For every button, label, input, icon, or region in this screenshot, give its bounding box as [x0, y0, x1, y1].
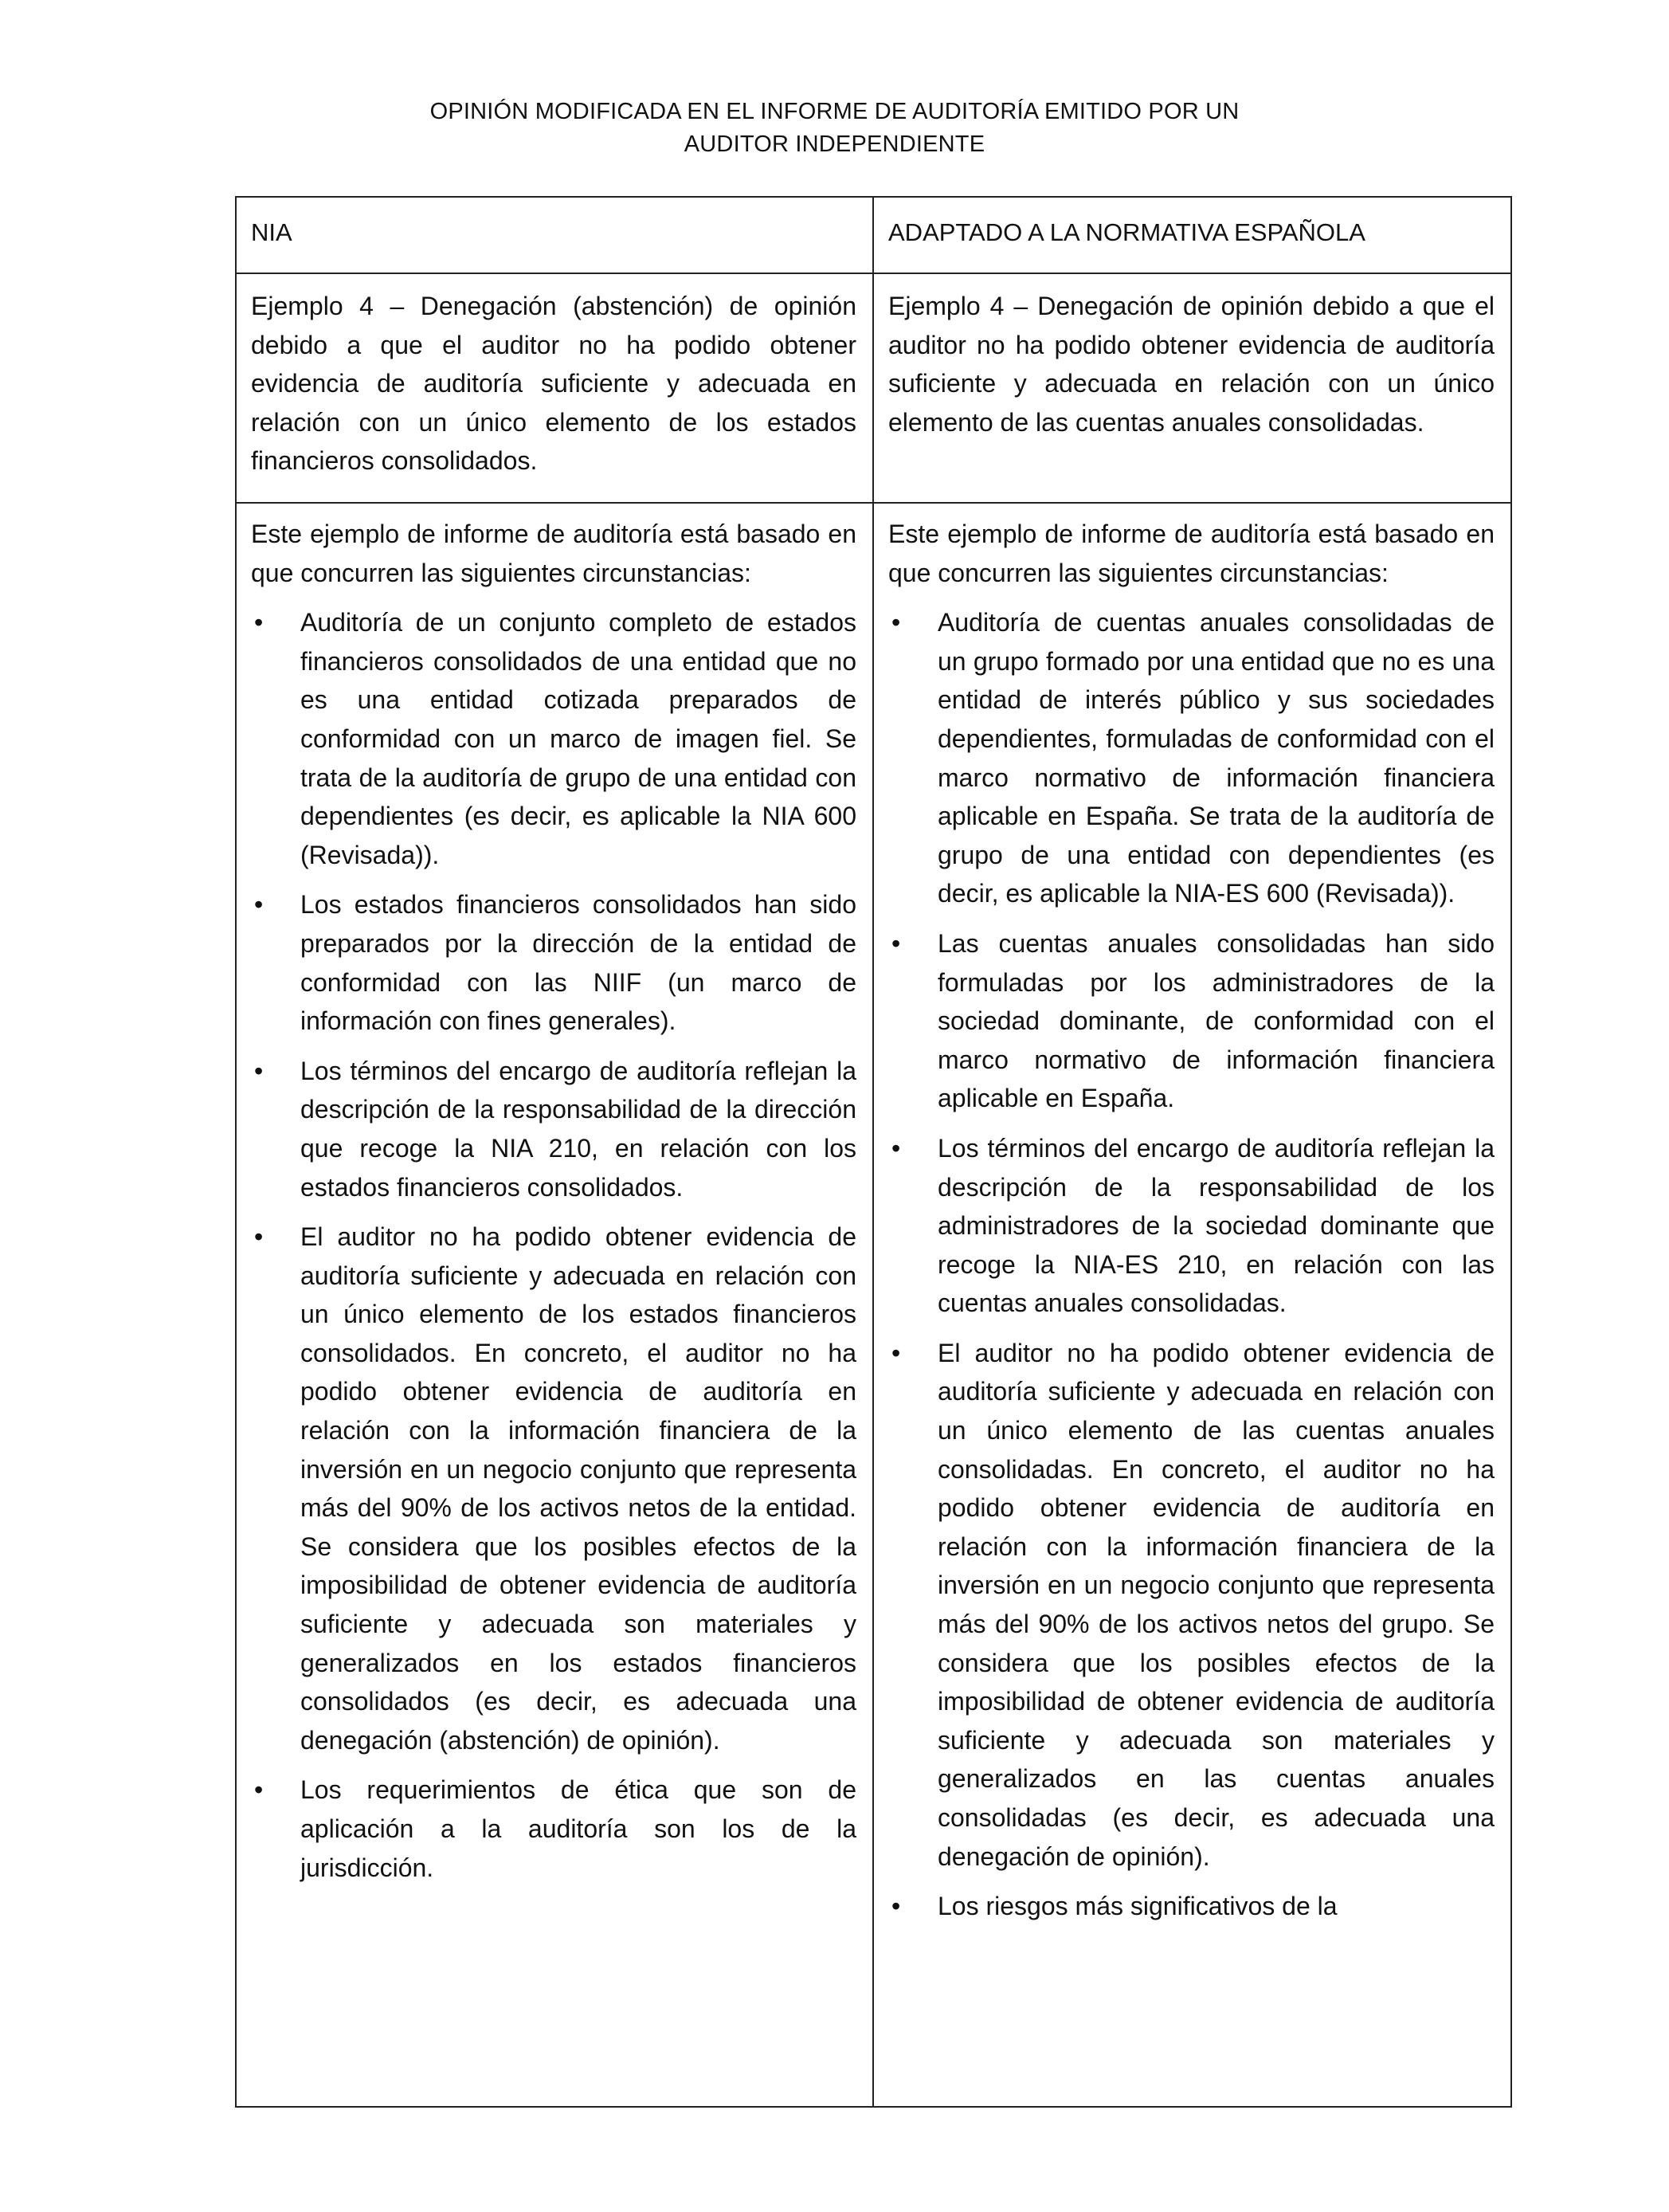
bullet-icon: •	[891, 1133, 901, 1163]
list-item	[888, 924, 1495, 1118]
list-item-text: Los términos del encargo de auditoría reflejan la descripción de la responsabilidad de los administradores de la sociedad dominante que recoge la NIA-ES 210, en relación con las cuentas anuales consolidadas.	[938, 1133, 1495, 1318]
list-item-text: Los requerimientos de ética que son de aplicación a la auditoría son los de la jurisdicción.	[300, 1775, 856, 1882]
header-cell-adaptado: ADAPTADO A LA NORMATIVA ESPAÑOLA	[873, 197, 1511, 273]
bullet-icon: •	[254, 890, 264, 920]
intro-paragraph-left: Este ejemplo de informe de auditoría está basado en que concurren las siguientes circunstancias:	[251, 520, 856, 587]
bullet-icon: •	[891, 928, 901, 958]
list-item	[888, 1887, 1495, 1926]
bullet-icon: •	[891, 1892, 901, 1921]
example-title-left: Ejemplo 4 – Denegación (abstención) de opinión debido a que el auditor no ha podido obtener evidencia de auditoría suficiente y adecuada en relación con un único elemento de los estados financieros consolidados.	[236, 273, 873, 503]
bullet-icon: •	[254, 1222, 264, 1252]
bullet-icon: •	[254, 1775, 264, 1805]
circumstances-row	[236, 503, 1511, 2107]
list-item-text: Los términos del encargo de auditoría reflejan la descripción de la responsabilidad de la dirección que recoge la NIA 210, en relación con los estados financieros consolidados.	[300, 1056, 856, 1202]
list-item	[888, 1129, 1495, 1323]
list-item-text: Auditoría de un conjunto completo de estados financieros consolidados de una entidad que no es una entidad cotizada preparados de conformidad con un marco de imagen fiel. Se trata de la auditoría de grupo de una entidad con dependientes (es decir, es aplicable la NIA 600 (Revisada)).	[300, 608, 856, 869]
bullet-list-left	[251, 603, 856, 1887]
comparison-table	[235, 196, 1512, 2108]
circumstances-left	[236, 503, 873, 2107]
header-line-2: AUDITOR INDEPENDIENTE	[684, 131, 985, 157]
list-item	[251, 603, 856, 874]
bullet-icon: •	[254, 1056, 264, 1085]
circumstances-right	[873, 503, 1511, 2107]
page-header	[0, 96, 1669, 161]
list-item-text: Auditoría de cuentas anuales consolidadas de un grupo formado por una entidad que no es una entidad de interés público y sus sociedades dependientes, formuladas de conformidad con el marco normativo de información financiera aplicable en España. Se trata de la auditoría de grupo de una entidad con dependientes (es decir, es aplicable la NIA-ES 600 (Revisada)).	[938, 608, 1495, 908]
list-item	[251, 885, 856, 1040]
bullet-list-right	[888, 603, 1495, 1926]
bullet-icon: •	[254, 608, 264, 637]
list-item-text: Los estados financieros consolidados han sido preparados por la dirección de la entidad de conformidad con las NIIF (un marco de información con fines generales).	[300, 890, 856, 1036]
list-item	[251, 1218, 856, 1759]
list-item-text: Las cuentas anuales consolidadas han sido formuladas por los administradores de la sociedad dominante, de conformidad con el marco normativo de información financiera aplicable en España.	[938, 928, 1495, 1113]
list-item-text: El auditor no ha podido obtener evidencia de auditoría suficiente y adecuada en relación con un único elemento de las cuentas anuales consolidadas. En concreto, el auditor no ha podido obtener evidencia de auditoría en relación con la información financiera de la inversión en un negocio conjunto que representa más del 90% de los activos netos del grupo. Se considera que los posibles efectos de la imposibilidad de obtener evidencia de auditoría suficiente y adecuada son materiales y generalizados en las cuentas anuales consolidadas (es decir, es adecuada una denegación de opinión).	[938, 1338, 1495, 1871]
header-line-1: OPINIÓN MODIFICADA EN EL INFORME DE AUDITORÍA EMITIDO POR UN	[429, 99, 1240, 124]
list-item	[251, 1052, 856, 1206]
list-item-text: Los riesgos más significativos de la	[938, 1892, 1338, 1921]
list-item	[888, 603, 1495, 913]
list-item	[888, 1334, 1495, 1876]
example-title-row	[236, 273, 1511, 503]
list-item-text: El auditor no ha podido obtener evidencia de auditoría suficiente y adecuada en relación con un único elemento de los estados financieros consolidados. En concreto, el auditor no ha podido obtener evidencia de auditoría en relación con la información financiera de la inversión en un negocio conjunto que representa más del 90% de los activos netos de la entidad. Se considera que los posibles efectos de la imposibilidad de obtener evidencia de auditoría suficiente y adecuada son materiales y generalizados en los estados financieros consolidados (es decir, es adecuada una denegación (abstención) de opinión).	[300, 1222, 856, 1755]
example-title-right: Ejemplo 4 – Denegación de opinión debido a que el auditor no ha podido obtener evidencia de auditoría suficiente y adecuada en relación con un único elemento de las cuentas anuales consolidadas.	[873, 273, 1511, 503]
bullet-icon: •	[891, 608, 901, 637]
table-header-row	[236, 197, 1511, 273]
header-cell-nia: NIA	[236, 197, 873, 273]
intro-paragraph-right: Este ejemplo de informe de auditoría está basado en que concurren las siguientes circunstancias:	[888, 520, 1495, 587]
list-item	[251, 1771, 856, 1887]
bullet-icon: •	[891, 1338, 901, 1367]
